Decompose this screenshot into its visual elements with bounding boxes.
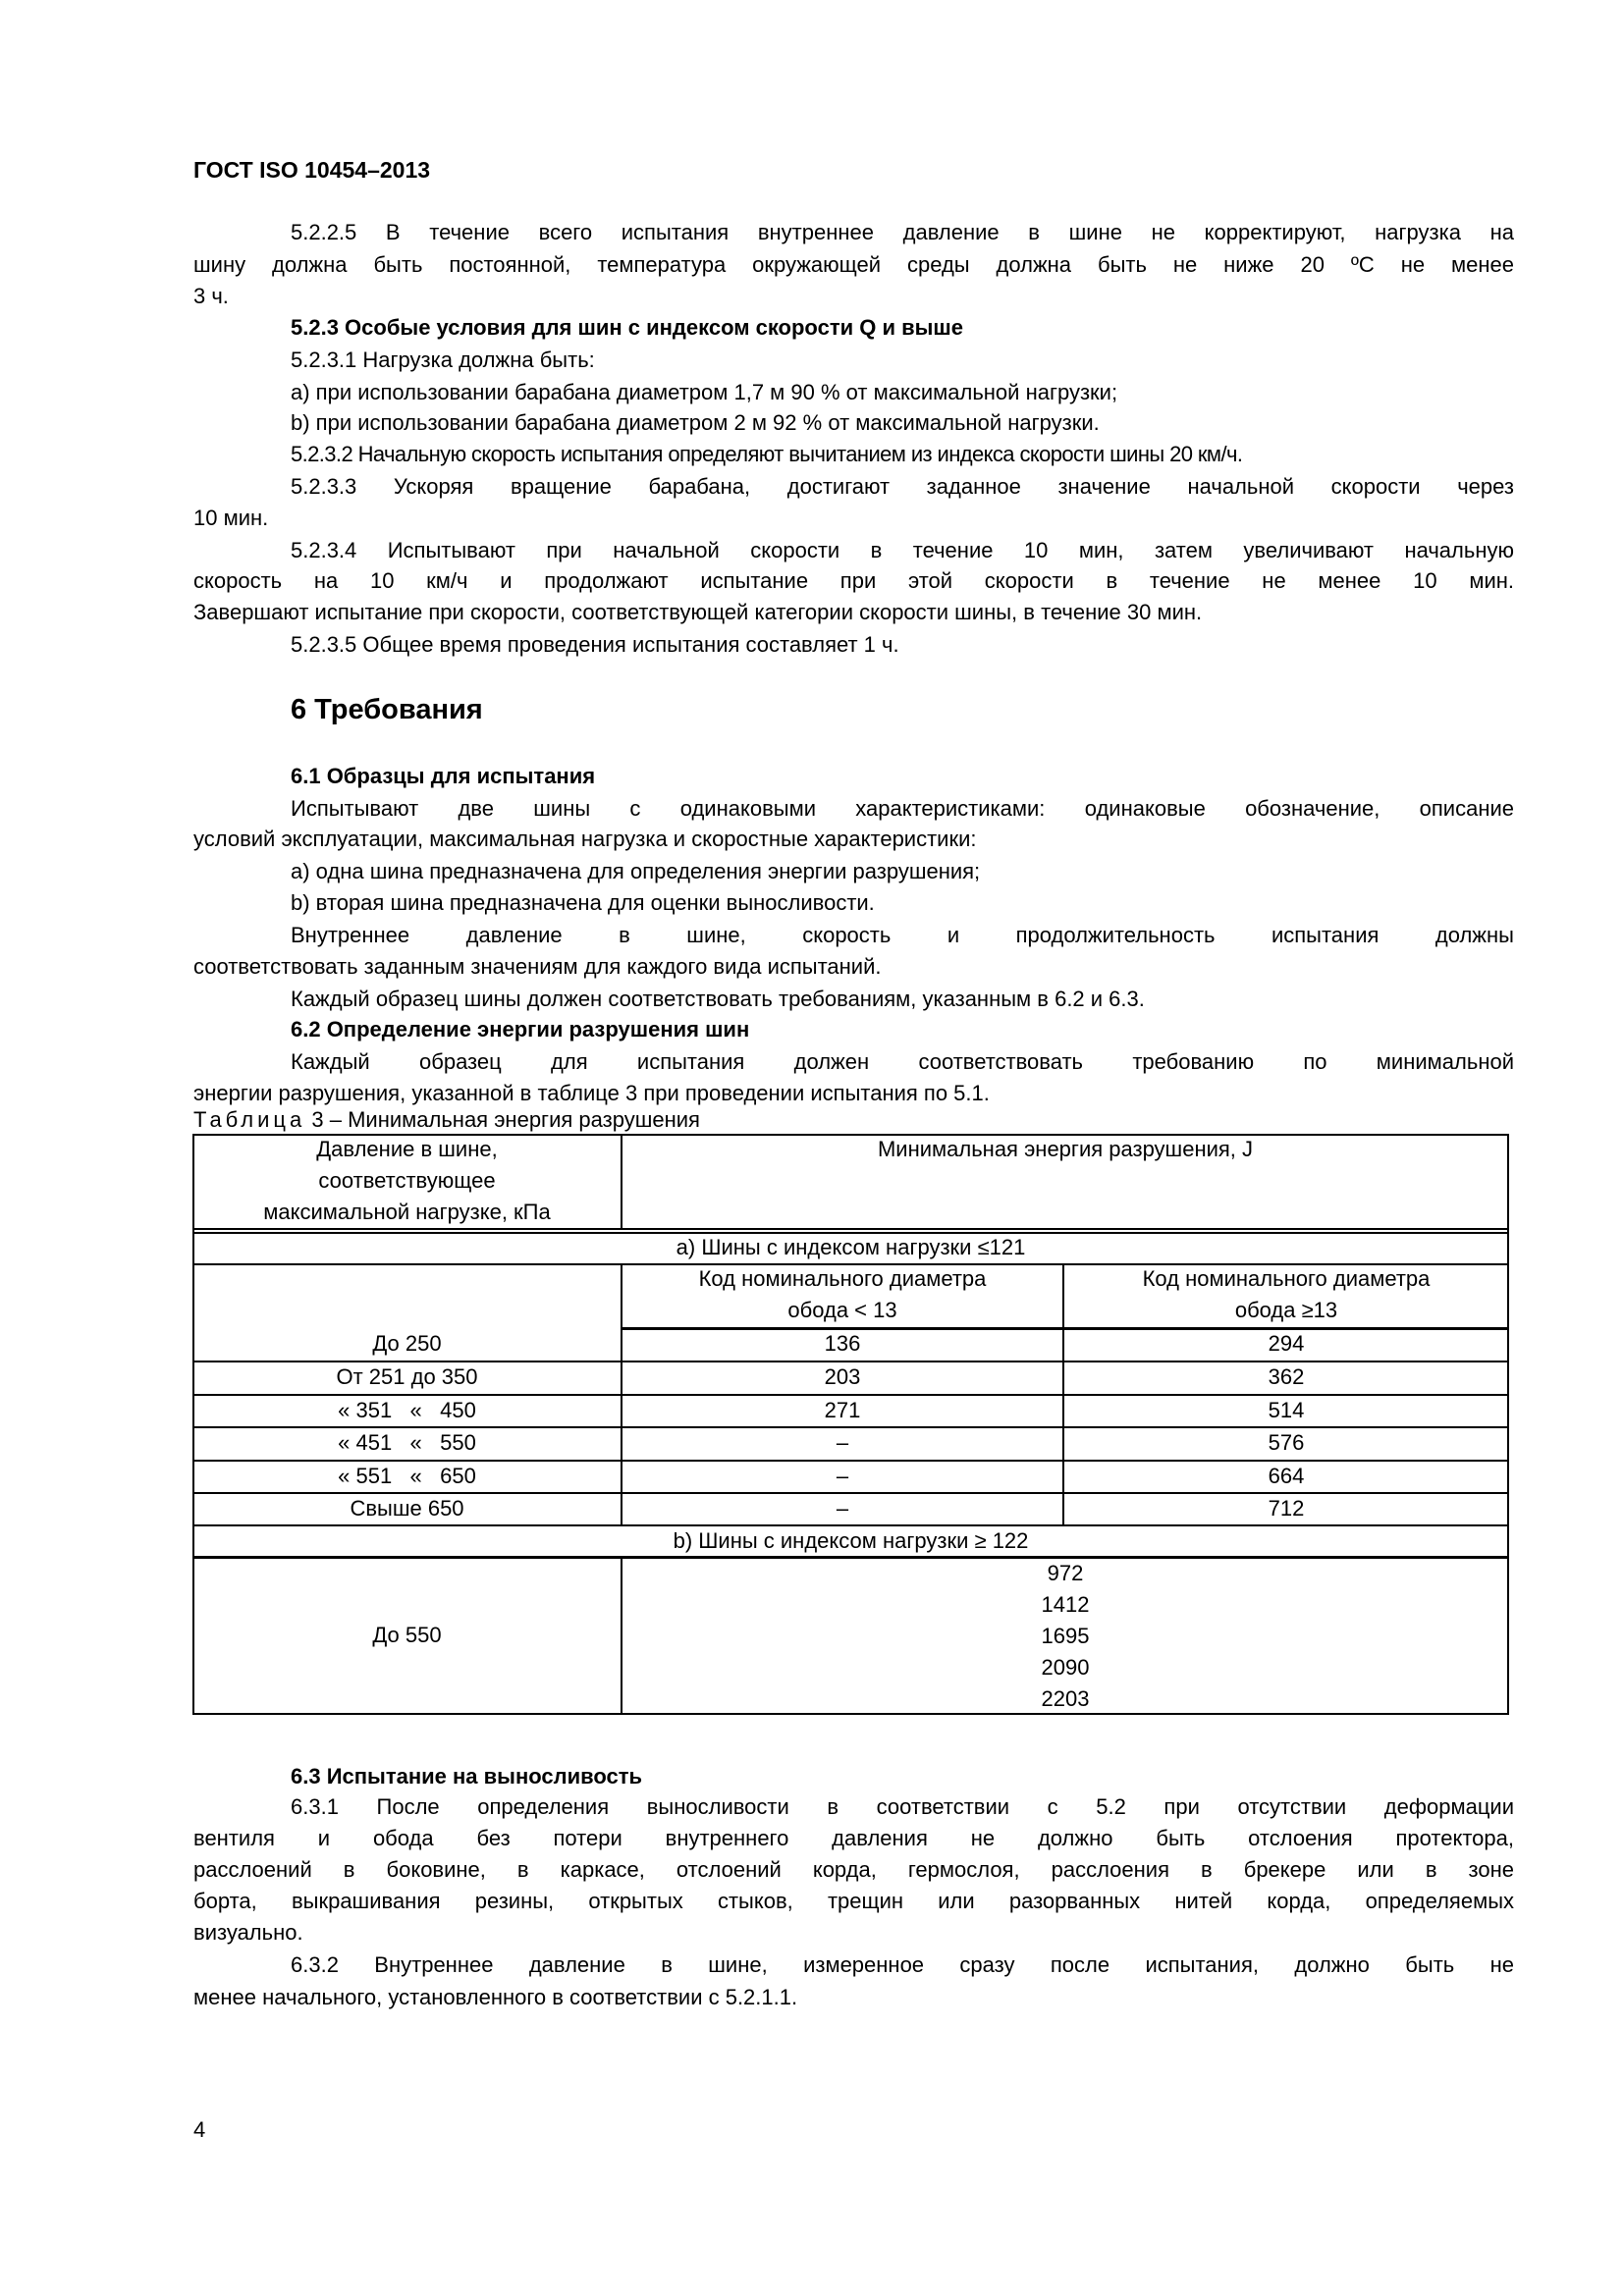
paragraph-6-1-line-4: соответствовать заданным значениям для каждого вида испытаний.: [193, 954, 882, 979]
paragraph-6-2-line-1: Каждый образец для испытания должен соответствовать требованию по минимальной: [291, 1049, 1514, 1074]
paragraph-5-2-3-1-b: b) при использовании барабана диаметром 2 м 92 % от максимальной нагрузки.: [291, 410, 1100, 435]
row-6-ge13: 712: [1268, 1496, 1305, 1521]
paragraph-6-3-1-line-2: вентиля и обода без потери внутреннего давления не должно быть отслоения протектора,: [193, 1826, 1514, 1850]
row-3-lt13: 271: [824, 1398, 861, 1422]
paragraph-6-3-1-line-1: 6.3.1 После определения выносливости в соответствии с 5.2 при отсутствии деформации: [291, 1794, 1514, 1819]
paragraph-6-1-line-2: условий эксплуатации, максимальная нагрузка и скоростные характеристики:: [193, 827, 977, 851]
row-2-ge13: 362: [1268, 1364, 1305, 1389]
row-1-ge13: 294: [1268, 1331, 1305, 1356]
paragraph-5-2-3-5: 5.2.3.5 Общее время проведения испытания составляет 1 ч.: [291, 632, 899, 657]
paragraph-6-3-1-line-5: визуально.: [193, 1920, 303, 1945]
subheader-ge13-line-1: Код номинального диаметра: [1142, 1266, 1431, 1291]
row-3-pressure: « 351 « 450: [338, 1398, 476, 1422]
group-b-value-3: 1695: [1041, 1624, 1090, 1648]
minimum-breaking-energy-table: [192, 1134, 1509, 1715]
row-2-lt13: 203: [824, 1364, 861, 1389]
table-caption-title: 3 – Минимальная энергия разрушения: [311, 1107, 700, 1132]
paragraph-5-2-3-4-line-1: 5.2.3.4 Испытывают при начальной скорости в течение 10 мин, затем увеличивают начальную: [291, 538, 1514, 562]
section-6-2-title: 6.2 Определение энергии разрушения шин: [291, 1017, 750, 1041]
row-1-lt13: 136: [824, 1331, 861, 1356]
paragraph-5-2-3-4-line-2: скорость на 10 км/ч и продолжают испытание при этой скорости в течение не менее 10 мин.: [193, 568, 1514, 593]
group-b-value-2: 1412: [1041, 1592, 1090, 1617]
table-caption: [193, 1104, 1514, 1136]
paragraph-5-2-2-5-line-2: шину должна быть постоянной, температура окружающей среды должна быть не ниже 20 ºС не менее: [193, 252, 1514, 277]
header-double-line-1: [192, 1228, 1509, 1230]
group-b-value-4: 2090: [1041, 1655, 1090, 1680]
paragraph-5-2-3-3-line-1: 5.2.3.3 Ускоряя вращение барабана, достигают заданное значение начальной скорости через: [291, 474, 1514, 499]
paragraph-5-2-2-5-line-1: 5.2.2.5 В течение всего испытания внутреннее давление в шине не корректируют, нагрузка на: [291, 220, 1514, 244]
row-5-pressure: « 551 « 650: [338, 1464, 476, 1488]
section-6-3-title: 6.3 Испытание на выносливость: [291, 1764, 643, 1789]
section-6-1-title: 6.1 Образцы для испытания: [291, 764, 596, 788]
row-4-pressure: « 451 « 550: [338, 1430, 476, 1455]
row-1-pressure: До 250: [372, 1331, 442, 1356]
group-b-pressure: До 550: [372, 1623, 442, 1647]
header-pressure-line-1: Давление в шине,: [316, 1137, 498, 1161]
paragraph-5-2-2-5-line-3: 3 ч.: [193, 284, 229, 308]
paragraph-6-1-line-5: Каждый образец шины должен соответствовать требованиям, указанным в 6.2 и 6.3.: [291, 987, 1145, 1011]
paragraph-5-2-3-2: 5.2.3.2 Начальную скорость испытания определяют вычитанием из индекса скорости шины 20 км/ч.: [291, 442, 1243, 466]
paragraph-5-2-3-4-line-3: Завершают испытание при скорости, соответствующей категории скорости шины, в течение 30 мин.: [193, 600, 1203, 624]
subheader-lt13-line-2: обода < 13: [787, 1298, 897, 1322]
paragraph-6-3-2-line-2: менее начального, установленного в соответствии с 5.2.1.1.: [193, 1985, 798, 2009]
group-a-label: a) Шины с индексом нагрузки ≤121: [676, 1235, 1026, 1259]
section-5-2-3-title: 5.2.3 Особые условия для шин с индексом скорости Q и выше: [291, 315, 963, 340]
subheader-ge13-line-2: обода ≥13: [1234, 1298, 1338, 1322]
group-b-value-5: 2203: [1041, 1686, 1090, 1711]
header-min-energy: Минимальная энергия разрушения, J: [877, 1137, 1254, 1161]
row-5-ge13: 664: [1268, 1464, 1305, 1488]
row-4-ge13: 576: [1268, 1430, 1305, 1455]
table-caption-prefix: Таблица: [193, 1107, 306, 1132]
row-6-lt13: –: [836, 1496, 849, 1521]
paragraph-6-1-b: b) вторая шина предназначена для оценки выносливости.: [291, 890, 875, 915]
group-b-value-1: 972: [1047, 1561, 1084, 1585]
paragraph-6-3-1-line-4: борта, выкрашивания резины, открытых стыков, трещин или разорванных нитей корда, определяемых: [193, 1889, 1514, 1913]
paragraph-6-1-line-1: Испытывают две шины с одинаковыми характеристиками: одинаковые обозначение, описание: [291, 796, 1514, 821]
row-4-lt13: –: [836, 1430, 849, 1455]
subheader-lt13-line-1: Код номинального диаметра: [698, 1266, 987, 1291]
paragraph-6-3-2-line-1: 6.3.2 Внутреннее давление в шине, измеренное сразу после испытания, должно быть не: [291, 1952, 1514, 1977]
row-6-pressure: Свыше 650: [350, 1496, 464, 1521]
header-pressure-line-2: соответствующее: [318, 1168, 496, 1193]
row-3-ge13: 514: [1268, 1398, 1305, 1422]
page-number: 4: [193, 2117, 206, 2142]
paragraph-6-1-a: a) одна шина предназначена для определения энергии разрушения;: [291, 859, 981, 883]
paragraph-6-3-1-line-3: расслоений в боковине, в каркасе, отслоений корда, гермослоя, расслоения в брекере или в зоне: [193, 1857, 1514, 1882]
group-b-label: b) Шины с индексом нагрузки ≥ 122: [673, 1528, 1029, 1553]
document-code-header: ГОСТ ISO 10454–2013: [193, 157, 431, 183]
section-6-title: 6 Требования: [291, 694, 483, 725]
paragraph-5-2-3-1: 5.2.3.1 Нагрузка должна быть:: [291, 347, 595, 372]
paragraph-6-1-line-3: Внутреннее давление в шине, скорость и продолжительность испытания должны: [291, 923, 1514, 947]
row-2-pressure: От 251 до 350: [336, 1364, 478, 1389]
header-pressure-line-3: максимальной нагрузке, кПа: [263, 1200, 551, 1224]
row-5-lt13: –: [836, 1464, 849, 1488]
paragraph-5-2-3-1-a: a) при использовании барабана диаметром 1,7 м 90 % от максимальной нагрузки;: [291, 380, 1118, 404]
paragraph-6-2-line-2: энергии разрушения, указанной в таблице 3 при проведении испытания по 5.1.: [193, 1081, 990, 1105]
paragraph-5-2-3-3-line-2: 10 мин.: [193, 506, 269, 530]
